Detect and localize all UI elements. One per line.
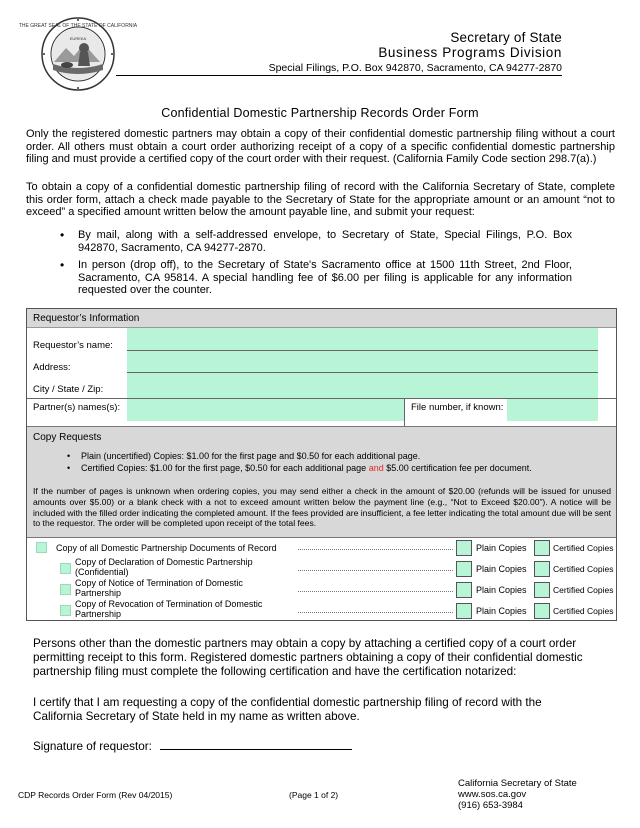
termination-label: Copy of Notice of Termination of Domestic Partnership <box>75 578 243 598</box>
copy-fees-list <box>67 451 597 474</box>
certified-copies-label: Certified Copies <box>553 585 614 595</box>
agency-name: Secretary of State <box>450 30 562 45</box>
submit-in-person-item: • In person (drop off), to the Secretary of State's Sacramento office at 1500 11th Street, 2nd Floor, Sacramento, CA 95814. A special handling fee of $6.00 per filing is applicable for any information requested over the counter. <box>60 259 572 297</box>
division-name: Business Programs Division <box>378 45 562 60</box>
requestor-name-label: Requestor’s name: <box>33 340 113 351</box>
signature-row <box>33 740 352 753</box>
declaration-plain-count[interactable] <box>456 561 472 577</box>
plain-copies-label: Plain Copies <box>476 543 527 553</box>
form-title: Confidential Domestic Partnership Records Order Form <box>161 106 479 120</box>
plain-copies-label: Plain Copies <box>476 564 527 574</box>
all-documents-plain-count[interactable] <box>456 540 472 556</box>
certified-copies-label: Certified Copies <box>553 543 614 553</box>
declaration-label: Copy of Declaration of Domestic Partnership (Confidential) <box>75 557 253 577</box>
form-revision-id: CDP Records Order Form (Rev 04/2015) <box>18 790 173 800</box>
certified-copies-label: Certified Copies <box>553 564 614 574</box>
copy-item-row <box>27 601 616 621</box>
certification-paragraph: I certify that I am requesting a copy of the confidential domestic partnership filing of record with the California Secretary of State held in my name as written above. <box>33 696 542 723</box>
declaration-certified-count[interactable] <box>534 561 550 577</box>
footer-org-name: California Secretary of State <box>458 778 577 789</box>
termination-certified-count[interactable] <box>534 582 550 598</box>
order-form-box <box>26 308 617 621</box>
copy-item-row <box>27 580 616 600</box>
unknown-pages-note: If the number of pages is unknown when ordering copies, you may send either a check in the amount of $20.00 (refunds will be issued for unused amounts over $5.00) or a blank check with a not to exceed amount written below the payment line (e.g., “Not to Exceed $20.00”). A notice will be included with the filled order indicating the completed amount. If the fees provided are insufficient, a fee letter indicating the total amount due will be sent to the requestor. The order will be completed upon receipt of the total fees. <box>33 486 611 529</box>
svg-text:EUREKA: EUREKA <box>69 36 87 41</box>
plain-copies-label: Plain Copies <box>476 606 527 616</box>
file-number-label: File number, if known: <box>411 402 504 413</box>
svg-text:THE GREAT SEAL OF THE STATE OF: THE GREAT SEAL OF THE STATE OF CALIFORNIA <box>18 23 138 29</box>
copy-item-row <box>27 538 616 558</box>
city-state-zip-field[interactable] <box>127 380 598 394</box>
revocation-label: Copy of Revocation of Termination of Domestic Partnership <box>75 599 263 619</box>
agency-address: Special Filings, P.O. Box 942870, Sacramento, CA 94277-2870 <box>268 62 562 74</box>
termination-checkbox[interactable] <box>60 584 71 595</box>
leader-dots <box>298 612 453 613</box>
revocation-certified-count[interactable] <box>534 603 550 619</box>
partner-names-label: Partner(s) names(s): <box>33 402 121 413</box>
copy-item-row <box>27 559 616 579</box>
copy-requests-heading: Copy Requests <box>33 432 102 443</box>
signature-label: Signature of requestor: <box>33 740 152 753</box>
leader-dots <box>298 549 453 550</box>
termination-plain-count[interactable] <box>456 582 472 598</box>
city-state-zip-label: City / State / Zip: <box>33 384 104 395</box>
submit-by-mail-item: • By mail, along with a self-addressed envelope, to Secretary of State, Special Filings, P.O. Box 942870, Sacramento, CA 94277-2870. <box>60 229 572 254</box>
submission-methods-list <box>60 229 572 302</box>
address-field[interactable] <box>127 358 598 372</box>
certified-copies-label: Certified Copies <box>553 606 614 616</box>
revocation-checkbox[interactable] <box>60 605 71 616</box>
partner-names-field[interactable] <box>127 399 405 421</box>
court-order-paragraph: Persons other than the domestic partners may obtain a copy by attaching a certified copy of a court order permitting receipt to this form. Registered domestic partners obtaining a copy of their confidential domestic partnership filing must complete the following certification and have the certification notarized: <box>33 637 583 678</box>
file-number-field[interactable] <box>507 399 598 421</box>
signature-line[interactable] <box>160 740 352 750</box>
intro-paragraph-2: To obtain a copy of a confidential domestic partnership filing of record with the California Secretary of State, complete this order form, attach a check made payable to the Secretary of State for the appropriate amount or an amount “not to exceed” a specified amount written below the amount payable line, and submit your request: <box>26 181 615 219</box>
footer-website: www.sos.ca.gov <box>458 789 527 800</box>
copy-requests-section <box>27 426 616 538</box>
declaration-checkbox[interactable] <box>60 563 71 574</box>
intro-paragraph-1: Only the registered domestic partners may obtain a copy of their confidential domestic partnership filing without a court order. All others must obtain a court order authorizing receipt of a copy of a specific confidential domestic partnership filing and must provide a certified copy of the court order with their request. (California Family Code section 298.7(a).) <box>26 128 615 166</box>
address-line <box>127 372 598 373</box>
leader-dots <box>298 570 453 571</box>
plain-copies-label: Plain Copies <box>476 585 527 595</box>
leader-dots <box>298 591 453 592</box>
certified-copy-fee-item: • Certified Copies: $1.00 for the first page, $0.50 for each additional page and $5.00 certification fee per document. <box>67 463 597 475</box>
revocation-plain-count[interactable] <box>456 603 472 619</box>
page-number: (Page 1 of 2) <box>289 790 339 800</box>
header-divider <box>116 75 562 76</box>
plain-copy-fee-item: • Plain (uncertified) Copies: $1.00 for the first page and $0.50 for each additional page. <box>67 451 597 463</box>
address-label: Address: <box>33 362 71 373</box>
all-documents-label: Copy of all Domestic Partnership Documents of Record <box>56 543 277 553</box>
all-documents-checkbox[interactable] <box>36 542 47 553</box>
requestor-name-line <box>127 350 598 351</box>
file-number-divider <box>404 398 405 426</box>
state-seal-logo <box>18 16 138 92</box>
footer-phone: (916) 653-3984 <box>458 800 523 811</box>
all-documents-certified-count[interactable] <box>534 540 550 556</box>
requestor-section-heading: Requestor’s Information <box>27 309 616 328</box>
requestor-name-field[interactable] <box>127 336 598 350</box>
